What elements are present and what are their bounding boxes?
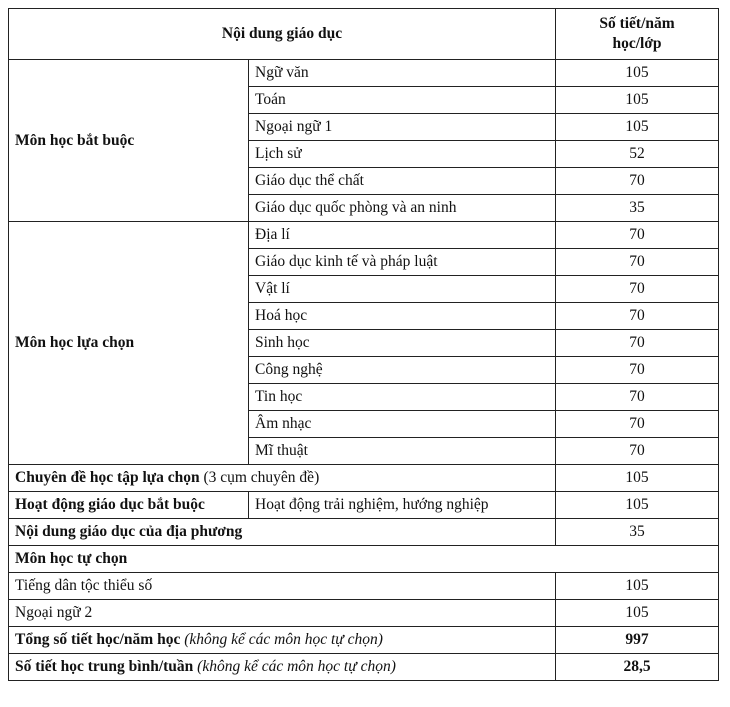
header-periods-line1: Số tiết/năm bbox=[599, 15, 675, 32]
table-row-topics bbox=[9, 465, 719, 492]
subject-cell: Sinh học bbox=[249, 330, 556, 357]
periods-cell: 35 bbox=[556, 519, 719, 546]
table-row bbox=[9, 573, 719, 600]
periods-cell: 70 bbox=[556, 276, 719, 303]
table-row-optional-label bbox=[9, 546, 719, 573]
local-label: Nội dung giáo dục của địa phương bbox=[9, 519, 556, 546]
subject-cell: Công nghệ bbox=[249, 357, 556, 384]
group-label-compulsory: Môn học bắt buộc bbox=[9, 60, 249, 222]
subject-cell: Ngoại ngữ 1 bbox=[249, 114, 556, 141]
periods-cell: 70 bbox=[556, 222, 719, 249]
header-content: Nội dung giáo dục bbox=[9, 9, 556, 60]
subject-cell: Âm nhạc bbox=[249, 411, 556, 438]
table-row-activities bbox=[9, 492, 719, 519]
table-row-local bbox=[9, 519, 719, 546]
total-label bbox=[9, 627, 556, 654]
periods-cell: 105 bbox=[556, 465, 719, 492]
subject-cell: Vật lí bbox=[249, 276, 556, 303]
total-periods: 997 bbox=[556, 627, 719, 654]
activities-sub: Hoạt động trải nghiệm, hướng nghiệp bbox=[249, 492, 556, 519]
subject-cell: Giáo dục kinh tế và pháp luật bbox=[249, 249, 556, 276]
subject-cell: Hoá học bbox=[249, 303, 556, 330]
optional-label: Môn học tự chọn bbox=[9, 546, 719, 573]
total-label-note: (không kể các môn học tự chọn) bbox=[184, 631, 383, 648]
average-periods: 28,5 bbox=[556, 654, 719, 681]
table-row-total bbox=[9, 627, 719, 654]
periods-cell: 35 bbox=[556, 195, 719, 222]
top-border-fragment bbox=[8, 0, 718, 8]
group-label-elective: Môn học lựa chọn bbox=[9, 222, 249, 465]
periods-cell: 105 bbox=[556, 492, 719, 519]
periods-cell: 70 bbox=[556, 330, 719, 357]
average-label bbox=[9, 654, 556, 681]
subject-cell: Giáo dục quốc phòng và an ninh bbox=[249, 195, 556, 222]
table-row-average bbox=[9, 654, 719, 681]
subject-cell: Toán bbox=[249, 87, 556, 114]
periods-cell: 105 bbox=[556, 573, 719, 600]
table-row bbox=[9, 60, 719, 87]
topics-label-rest: (3 cụm chuyên đề) bbox=[203, 469, 320, 486]
periods-cell: 70 bbox=[556, 303, 719, 330]
total-label-bold: Tổng số tiết học/năm học bbox=[15, 631, 181, 648]
subject-cell: Địa lí bbox=[249, 222, 556, 249]
subject-cell: Tiếng dân tộc thiểu số bbox=[9, 573, 556, 600]
periods-cell: 70 bbox=[556, 438, 719, 465]
periods-cell: 52 bbox=[556, 141, 719, 168]
periods-cell: 105 bbox=[556, 600, 719, 627]
periods-cell: 70 bbox=[556, 384, 719, 411]
periods-cell: 105 bbox=[556, 60, 719, 87]
average-label-note: (không kể các môn học tự chọn) bbox=[197, 658, 396, 675]
topics-label bbox=[9, 465, 556, 492]
subject-cell: Ngoại ngữ 2 bbox=[9, 600, 556, 627]
subject-cell: Ngữ văn bbox=[249, 60, 556, 87]
table-row bbox=[9, 600, 719, 627]
subject-cell: Lịch sử bbox=[249, 141, 556, 168]
periods-cell: 105 bbox=[556, 87, 719, 114]
average-label-bold: Số tiết học trung bình/tuần bbox=[15, 658, 194, 675]
subject-cell: Giáo dục thể chất bbox=[249, 168, 556, 195]
subject-cell: Mĩ thuật bbox=[249, 438, 556, 465]
table-row bbox=[9, 222, 719, 249]
periods-cell: 70 bbox=[556, 411, 719, 438]
topics-label-bold: Chuyên đề học tập lựa chọn bbox=[15, 469, 200, 486]
header-periods bbox=[556, 9, 719, 60]
periods-cell: 70 bbox=[556, 357, 719, 384]
curriculum-table bbox=[8, 8, 719, 681]
periods-cell: 70 bbox=[556, 168, 719, 195]
subject-cell: Tin học bbox=[249, 384, 556, 411]
header-row bbox=[9, 9, 719, 60]
activities-label: Hoạt động giáo dục bắt buộc bbox=[9, 492, 249, 519]
periods-cell: 105 bbox=[556, 114, 719, 141]
periods-cell: 70 bbox=[556, 249, 719, 276]
header-periods-line2: học/lớp bbox=[612, 35, 662, 52]
